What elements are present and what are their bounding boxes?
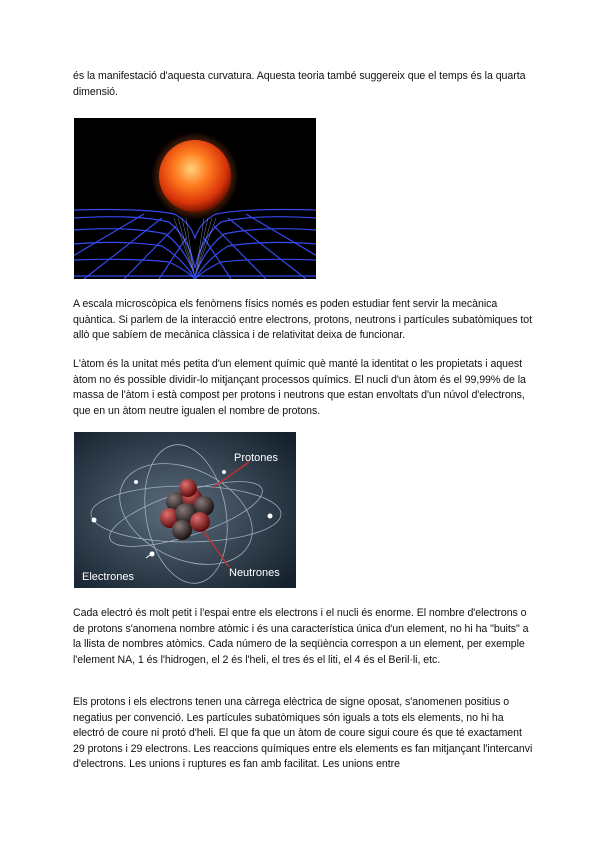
- electrones-label: Electrones: [82, 571, 134, 583]
- paragraph-quantum-mechanics: A escala microscòpica els fenòmens físics només es poden estudiar fent servir la mecànica quàntica. Si parlem de la interacció entre electrons, protons, neutrons i partícules subatòmiques tot allò que sabíem de mecànica clàssica i de relativitat deixa de funcionar.: [73, 298, 532, 342]
- paragraph-atom-definition: L'àtom és la unitat més petita d'un element químic què manté la identitat o les propietats i aquest àtom no és possible dividir-lo mitjançant processos químics. El nucli d'un àtom és el 99,99% de la massa de l'àtom i està compost per protons i neutrons que estan envoltats d'un núvol d'electrons, que en un àtom neutre igualen el nombre de protons.: [73, 358, 526, 417]
- paragraph-curvature: és la manifestació d'aquesta curvatura. Aquesta teoria també suggereix que el temps és la quarta dimensió.: [73, 70, 526, 98]
- neutrones-label: Neutrones: [229, 567, 280, 579]
- atom-illustration-image: [74, 432, 296, 588]
- protones-label: Protones: [234, 452, 279, 464]
- spacetime-grid-illustration: [74, 118, 316, 279]
- paragraph-electrons-atomic-number: Cada electró és molt petit i l'espai entre els electrons i el nucli és enorme. El nombre d'electrons o de protons s'anomena nombre atòmic i és una característica única d'un element, no hi ha "buits" a la llista de nombres atòmics. Cada número de la seqüència correspon a un element, per exemple l'element NA, 1 és l'hidrogen, el 2 és l'heli, el tres és el liti, el 4 és el Beril·li, etc.: [73, 607, 529, 666]
- paragraph-electric-charge: Els protons i els electrons tenen una càrrega elèctrica de signe oposat, s'anomenen positius o negatius per convenció. Les partícules subatòmiques són iguals a tots els elements, no hi ha electró de coure ni protó d'heli. El que fa que un àtom de coure sigui coure és que té exactament 29 protons i 29 electrons. Les reaccions químiques entre els elements es fan mitjançant l'intercanvi d'electrons. Les unions i ruptures es fan amb facilitat. Les unions entre: [73, 696, 533, 771]
- spacetime-curvature-image: [74, 118, 316, 279]
